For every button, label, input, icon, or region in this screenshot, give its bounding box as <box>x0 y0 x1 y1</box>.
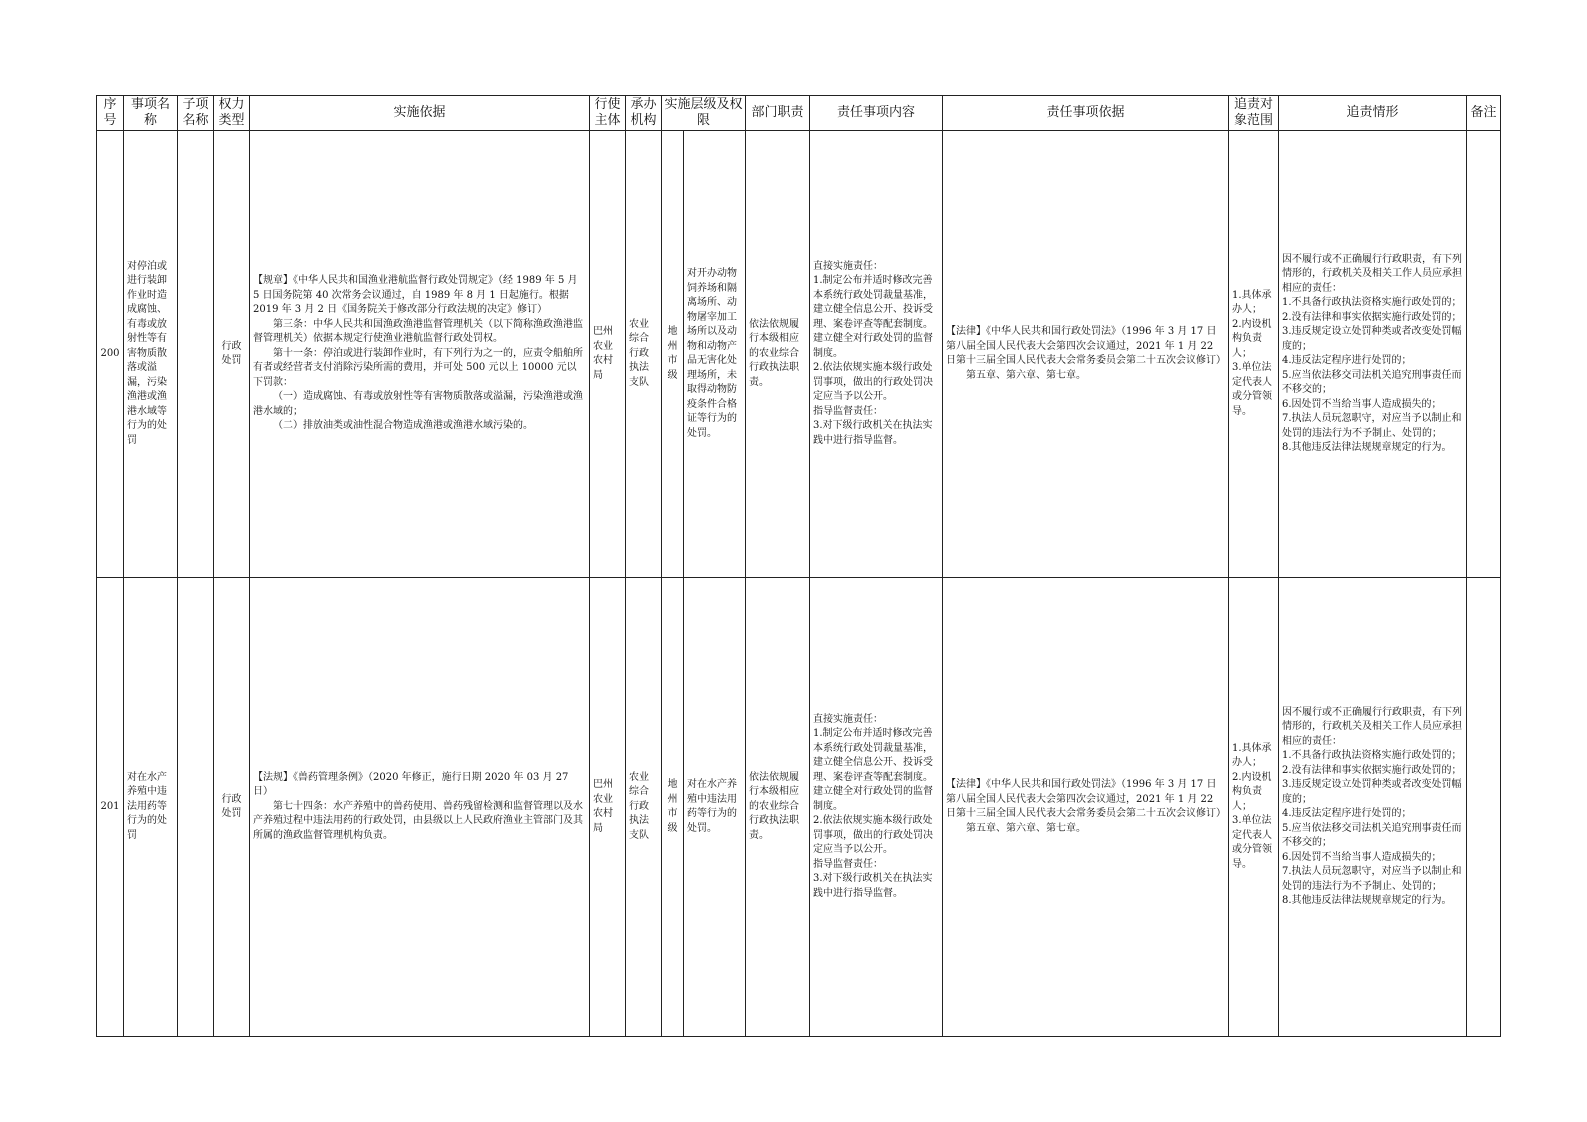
cell-duty: 依法依规履行本级相应的农业综合行政执法职责。 <box>746 578 810 1037</box>
cell-situation: 因不履行或不正确履行行政职责，有下列情形的，行政机关及相关工作人员应承担相应的责任： 1.不具备行政执法资格实施行政处罚的； 2.没有法律和事实依据实施行政处罚的； 3.违反规定设立处罚种类或者改变处罚幅度的； 4.违反法定程序进行处罚的； 5.应当依法移交司法机关追究刑事责任而不移交的； 6.因处罚不当给当事人造成损失的； 7.执法人员玩忽职守，对应当予以制止和处罚的违法行为不予制止、处罚的； 8.其他违反法律法规规章规定的行为。 <box>1279 578 1467 1037</box>
cell-power-type: 行政处罚 <box>214 578 250 1037</box>
basis-paragraph: 第十一条：停泊或进行装卸作业时，有下列行为之一的，应责令船舶所有者或经营者支付消除污染所需的费用，并可处 500 元以上 10000 元以下罚款： <box>253 347 583 388</box>
cell-agency: 农业综合行政执法支队 <box>626 578 662 1037</box>
resp-basis-paragraph: 【法律】《中华人民共和国行政处罚法》（1996 年 3 月 17 日第八届全国人民代表大会第四次会议通过，2021 年 1 月 22 日第十三届全国人民代表大会常务委员会第二十五次会议修订） <box>946 779 1227 819</box>
header-situation: 追责情形 <box>1279 96 1467 131</box>
resp-basis-paragraph: 第五章、第六章、第七章。 <box>966 369 1087 381</box>
header-resp-content: 责任事项内容 <box>810 96 943 131</box>
table-row <box>97 578 1501 1037</box>
header-basis: 实施依据 <box>250 96 590 131</box>
cell-resp-basis <box>943 578 1229 1037</box>
header-row <box>97 96 1501 131</box>
cell-level-desc: 对开办动物饲养场和隔离场所、动物屠宰加工场所以及动物和动物产品无害化处理场所，未取得动物防疫条件合格证等行为的处罚。 <box>684 131 746 578</box>
header-item-name: 事项名称 <box>124 96 178 131</box>
cell-item-name: 对在水产养殖中违法用药等行为的处罚 <box>124 578 178 1037</box>
header-resp-basis: 责任事项依据 <box>943 96 1229 131</box>
cell-sub-item <box>178 131 214 578</box>
cell-item-name: 对停泊或进行装卸作业时造成腐蚀、有毒或放射性等有害物质散落或溢漏，污染渔港或渔港水域等行为的处罚 <box>124 131 178 578</box>
basis-paragraph: （二）排放油类或油性混合物造成渔港或渔港水域污染的。 <box>273 420 533 432</box>
resp-basis-paragraph: 【法律】《中华人民共和国行政处罚法》（1996 年 3 月 17 日第八届全国人民代表大会第四次会议通过，2021 年 1 月 22 日第十三届全国人民代表大会常务委员会第二十五次会议修订） <box>946 326 1227 366</box>
basis-paragraph: 【规章】《中华人民共和国渔业港航监督行政处罚规定》（经 1989 年 5 月 5 日国务院第 40 次常务会议通过，自 1989 年 8 月 1 日起施行。根据 2019 年 3 月 2 日《国务院关于修改部分行政法规的决定》修订） <box>253 275 578 316</box>
cell-scope: 1.具体承办人； 2.内设机构负责人； 3.单位法定代表人或分管领导。 <box>1229 578 1279 1037</box>
header-remark: 备注 <box>1467 96 1501 131</box>
resp-basis-paragraph: 第五章、第六章、第七章。 <box>966 822 1087 834</box>
cell-resp-content: 直接实施责任： 1.制定公布并适时修改完善本系统行政处罚裁量基准，建立健全信息公开、投诉受理、案卷评查等配套制度。建立健全对行政处罚的监督制度。 2.依法依规实施本级行政处罚事项，做出的行政处罚决定应当予以公开。 指导监督责任： 3.对下级行政机关在执法实践中进行指导监督。 <box>810 131 943 578</box>
accountability-table <box>96 95 1501 1037</box>
basis-paragraph: 【法规】《兽药管理条例》（2020 年修正，施行日期 2020 年 03 月 27 日） <box>253 771 569 798</box>
cell-resp-basis <box>943 131 1229 578</box>
cell-level-desc: 对在水产养殖中违法用药等行为的处罚。 <box>684 578 746 1037</box>
cell-level: 地州市级 <box>662 578 684 1037</box>
header-seq: 序号 <box>97 96 124 131</box>
cell-duty: 依法依规履行本级相应的农业综合行政执法职责。 <box>746 131 810 578</box>
header-sub-item: 子项名称 <box>178 96 214 131</box>
cell-scope: 1.具体承办人； 2.内设机构负责人； 3.单位法定代表人或分管领导。 <box>1229 131 1279 578</box>
basis-paragraph: 第七十四条：水产养殖中的兽药使用、兽药残留检测和监督管理以及水产养殖过程中违法用药的行政处罚，由县级以上人民政府渔业主管部门及其所属的渔政监督管理机构负责。 <box>253 800 583 841</box>
cell-power-type: 行政处罚 <box>214 131 250 578</box>
table-row <box>97 131 1501 578</box>
basis-paragraph: （一）造成腐蚀、有毒或放射性等有害物质散落或溢漏，污染渔港或渔港水域的； <box>253 391 583 417</box>
cell-resp-content: 直接实施责任： 1.制定公布并适时修改完善本系统行政处罚裁量基准，建立健全信息公开、投诉受理、案卷评查等配套制度。建立健全对行政处罚的监督制度。 2.依法依规实施本级行政处罚事项，做出的行政处罚决定应当予以公开。 指导监督责任： 3.对下级行政机关在执法实践中进行指导监督。 <box>810 578 943 1037</box>
cell-subject: 巴州农业农村局 <box>590 131 626 578</box>
header-level: 实施层级及权限 <box>662 96 746 131</box>
basis-paragraph: 第三条：中华人民共和国渔政渔港监督管理机关（以下简称渔政渔港监督管理机关）依据本规定行使渔业港航监督行政处罚权。 <box>253 318 583 345</box>
header-power-type: 权力类型 <box>214 96 250 131</box>
cell-remark <box>1467 131 1501 578</box>
cell-seq: 201 <box>97 578 124 1037</box>
cell-sub-item <box>178 578 214 1037</box>
header-scope: 追责对象范围 <box>1229 96 1279 131</box>
cell-agency: 农业综合行政执法支队 <box>626 131 662 578</box>
cell-basis <box>250 578 590 1037</box>
cell-situation: 因不履行或不正确履行行政职责，有下列情形的，行政机关及相关工作人员应承担相应的责任： 1.不具备行政执法资格实施行政处罚的； 2.没有法律和事实依据实施行政处罚的； 3.违反规定设立处罚种类或者改变处罚幅度的； 4.违反法定程序进行处罚的； 5.应当依法移交司法机关追究刑事责任而不移交的； 6.因处罚不当给当事人造成损失的； 7.执法人员玩忽职守，对应当予以制止和处罚的违法行为不予制止、处罚的； 8.其他违反法律法规规章规定的行为。 <box>1279 131 1467 578</box>
header-subject: 行使主体 <box>590 96 626 131</box>
header-duty: 部门职责 <box>746 96 810 131</box>
cell-basis <box>250 131 590 578</box>
header-agency: 承办机构 <box>626 96 662 131</box>
cell-seq: 200 <box>97 131 124 578</box>
cell-level: 地州市级 <box>662 131 684 578</box>
cell-subject: 巴州农业农村局 <box>590 578 626 1037</box>
cell-remark <box>1467 578 1501 1037</box>
